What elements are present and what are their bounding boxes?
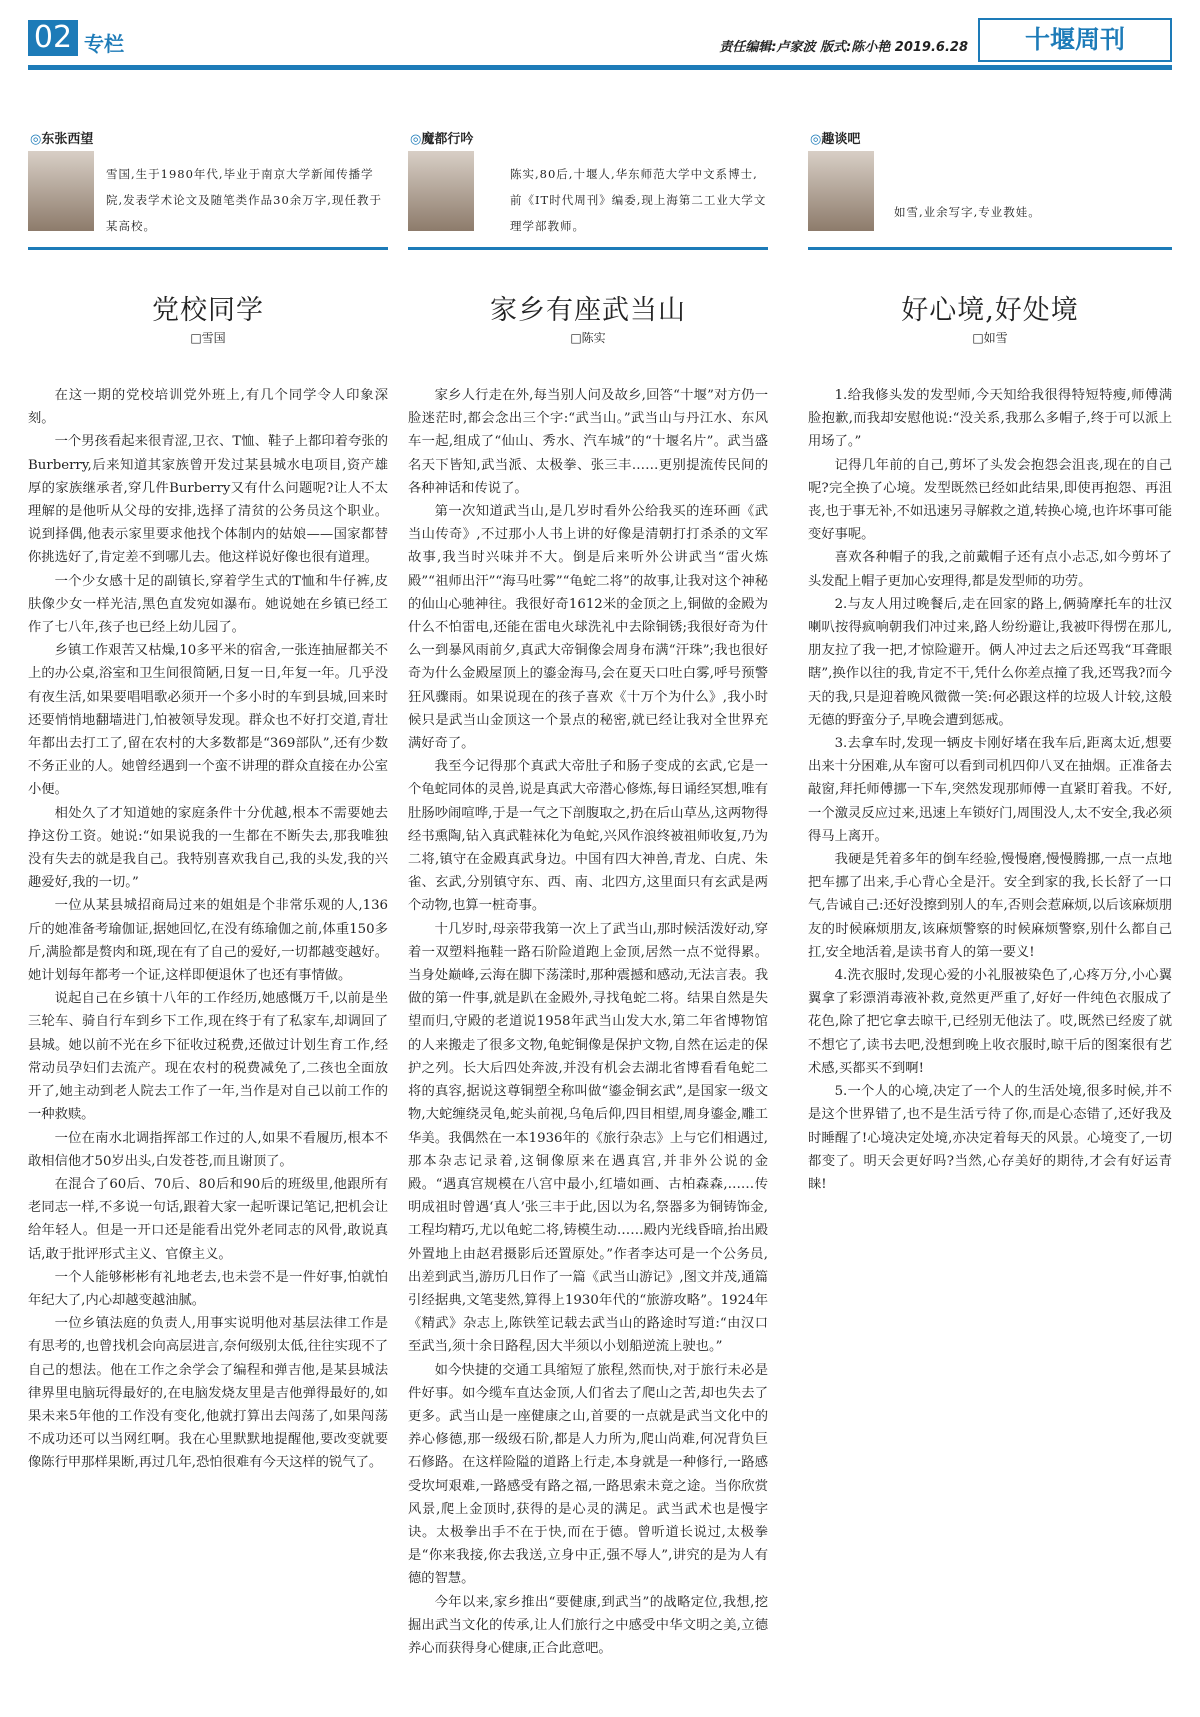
author-bio-box [408,151,768,250]
paragraph: 十几岁时,母亲带我第一次上了武当山,那时候活泼好动,穿着一双塑料拖鞋一路石阶险道跑上金顶,居然一点不觉得累。当身处巅峰,云海在脚下荡漾时,那种震撼和感动,无法言表。我做的第一件事,就是趴在金殿外,寻找龟蛇二将。结果自然是失望而归,守殿的老道说1958年武当山发大水,第二年省博物馆的人来搬走了很多文物,龟蛇铜像是保护文物,自然在运走的保护之列。长大后四处奔波,并没有机会去湖北省博看看龟蛇二将的真容,据说这尊铜塑全称叫做“鎏金铜玄武”,是国家一级文物,大蛇缠绕灵龟,蛇头前视,乌龟后仰,四目相望,周身鎏金,雕工华美。我偶然在一本1936年的《旅行杂志》上与它们相遇过,那本杂志记录着,这铜像原来在遇真宫,并非外公说的金殿。“遇真宫规模在八宫中最小,红墙如画、古柏森森,……传明成祖时曾遇‘真人’张三丰于此,因以为名,祭器多为铜铸饰金,工程均精巧,尤以龟蛇二将,铸模生动……殿内光线昏暗,抬出殿外置地上由赵君摄影后还置原处。”作者李达可是一个公务员,出差到武当,游历几日作了一篇《武当山游记》,图文并茂,通篇引经据典,文笔斐然,算得上1930年代的“旅游攻略”。1924年《精武》杂志上,陈铁笙记载去武当山的路途时写道:“由汉口至武当,须十余日路程,因大半须以小划船逆流上驶也。” [408,921,768,1355]
editor-credit: 责任编辑:卢家波 版式:陈小艳 2019.6.28 [719,40,968,55]
paragraph: 一位乡镇法庭的负责人,用事实说明他对基层法律工作是有思考的,也曾找机会向高层进言,奈何级别太低,往往实现不了自己的想法。他在工作之余学会了编程和弹吉他,是某县城法律界里电脑玩得最好的,在电脑发烧友里是吉他弹得最好的,如果未来5年他的工作没有变化,他就打算出去闯荡了,如果闯荡不成功还可以当网红啊。我在心里默默地提醒他,要改变就要像陈行甲那样果断,再过几年,恐怕很难有今天这样的锐气了。 [28,1316,388,1471]
avatar [28,151,94,231]
column-tag: ◎ 东张西望 [28,128,388,147]
author-bio: 雪国,生于1980年代,毕业于南京大学新闻传播学院,发表学术论文及随笔类作品30余万字,现任教于某高校。 [106,167,382,233]
author-bio-box [808,151,1172,250]
paragraph: 今年以来,家乡推出“要健康,到武当”的战略定位,我想,挖掘出武当文化的传承,让人们旅行之中感受中华文明之美,立德养心而获得身心健康,正合此意吧。 [408,1594,768,1656]
paragraph: 一个少女感十足的副镇长,穿着学生式的T恤和牛仔裤,皮肤像少女一样光洁,黑色直发宛如瀑布。她说她在乡镇已经工作了七八年,孩子也已经上幼儿园了。 [28,573,388,636]
paragraph: 如今快捷的交通工具缩短了旅程,然而快,对于旅行未必是件好事。如今缆车直达金顶,人们省去了爬山之苦,却也失去了更多。武当山是一座健康之山,首要的一点就是武当文化中的养心修德,那一级级石阶,都是人力所为,爬山尚难,何况背负巨石修路。在这样险隘的道路上行走,本身就是一种修行,一路感受坎坷艰难,一路感受有路之福,一路思索未竟之途。当你欣赏风景,爬上金顶时,获得的是心灵的满足。武当武术也是慢字诀。太极拳出手不在于快,而在于德。曾听道长说过,太极拳是“你来我接,你去我送,立身中正,强不辱人”,讲究的是为人有德的智慧。 [408,1362,768,1587]
article-author: □ 如雪 [808,329,1172,346]
paragraph: 一个人能够彬彬有礼地老去,也未尝不是一件好事,怕就怕年纪大了,内心却越变越油腻。 [28,1269,388,1308]
avatar [808,151,874,231]
paragraph: 乡镇工作艰苦又枯燥,10多平米的宿舍,一张连抽屉都关不上的办公桌,浴室和卫生间很简陋,日复一日,年复一年。几乎没有夜生活,如果要唱唱歌必须开一个多小时的车到县城,回来时还要悄悄地翻墙进门,怕被领导发现。群众也不好打交道,青壮年都出去打工了,留在农村的大多数都是“369部队”,还有少数不务正业的人。她曾经遇到一个蛮不讲理的群众直接在办公室小便。 [28,643,388,798]
section-name: 专栏 [84,32,124,56]
article-title: 好心境,好处境 [901,295,1079,326]
paragraph: 2.与友人用过晚餐后,走在回家的路上,俩骑摩托车的壮汉喇叭按得疯响朝我们冲过来,路人纷纷避让,我被吓得愣在那儿,朋友拉了我一把,才惊险避开。俩人冲过去之后还骂我“耳聋眼瞎”,换作以往的我,肯定不干,凭什么你差点撞了我,还骂我?而今天的我,只是迎着晚风微微一笑:何必跟这样的垃圾人计较,这般无德的野蛮分子,早晚会遭到惩戒。 [808,596,1172,728]
paragraph: 在这一期的党校培训党外班上,有几个同学令人印象深刻。 [28,388,388,427]
paragraph: 我至今记得那个真武大帝肚子和肠子变成的玄武,它是一个龟蛇同体的灵兽,说是真武大帝潜心修炼,每日诵经冥想,唯有肚肠吵闹喧哗,于是一气之下剖腹取之,扔在后山草丛,这两物得经书熏陶,钻入真武鞋袜化为龟蛇,兴风作浪终被祖师收复,乃为二将,镇守在金殿真武身边。中国有四大神兽,青龙、白虎、朱雀、玄武,分别镇守东、西、南、北四方,这里面只有玄武是两个动物,也算一桩奇事。 [408,759,768,914]
paragraph: 1.给我修头发的发型师,今天知给我很得特短特瘦,师傅满脸抱歉,而我却安慰他说:“没关系,我那么多帽子,终于可以派上用场了。” [808,388,1172,450]
article-author: □ 雪国 [28,329,388,346]
article-body [808,384,1172,1196]
paragraph: 5.一个人的心境,决定了一个人的生活处境,很多时候,并不是这个世界错了,也不是生活亏待了你,而是心态错了,还好我及时睡醒了!心境决定处境,亦决定着每天的风景。心境变了,一切都变了。明天会更好吗?当然,心存美好的期待,才会有好运青睐! [808,1084,1172,1192]
author-bio: 如雪,业余写字,专业教娃。 [894,205,1041,219]
paragraph: 说起自己在乡镇十八年的工作经历,她感慨万千,以前是坐三轮车、骑自行车到乡下工作,现在终于有了私家车,却调回了县城。她以前不光在乡下征收过税费,还做过计划生育工作,经常动员孕妇们去流产。现在农村的税费减免了,二孩也全面放开了,她主动到老人院去工作了一年,当作是对自己以前工作的一种救赎。 [28,991,388,1123]
paragraph: 一个男孩看起来很青涩,卫衣、T恤、鞋子上都印着夸张的Burberry,后来知道其家族曾开发过某县城水电项目,资产雄厚的家族继承者,穿几件Burberry又有什么问题呢?让人不太理解的是他听从父母的安排,选择了清贫的公务员这个职业。说到择偶,他表示家里要求他找个体制内的姑娘——国家都替你挑选好了,肯定差不到哪儿去。他这样说好像也很有道理。 [28,434,388,566]
paragraph: 3.去拿车时,发现一辆皮卡刚好堵在我车后,距离太近,想要出来十分困难,从车窗可以看到司机四仰八叉在抽烟。正准备去敲窗,拜托师傅挪一下车,突然发现那师傅一直紧盯着我。不好,一个激灵反应过来,迅速上车锁好门,周围没人,太不安全,我必须得马上离开。 [808,736,1172,844]
column-2 [408,128,768,1660]
paragraph: 记得几年前的自己,剪坏了头发会抱怨会沮丧,现在的自己呢?完全换了心境。发型既然已经如此结果,即使再抱怨、再沮丧,也于事无补,不如迅速另寻解救之道,转换心境,也许坏事可能变好事呢。 [808,457,1172,543]
paragraph: 4.洗衣服时,发现心爱的小礼服被染色了,心疼万分,小心翼翼拿了彩漂消毒液补救,竟然更严重了,好好一件纯色衣服成了花色,除了把它拿去晾干,已经别无他法了。哎,既然已经废了就不想它了,读书去吧,没想到晚上收衣服时,晾干后的图案很有艺术感,买都买不到啊! [808,968,1172,1076]
paragraph: 一位从某县城招商局过来的姐姐是个非常乐观的人,136斤的她准备考瑜伽证,据她回忆,在没有练瑜伽之前,体重150多斤,满脸都是赘肉和斑,现在有了自己的爱好,一切都越变越好。她计划每年都考一个证,这样即便退休了也还有事情做。 [28,898,388,984]
header-rule [28,65,1172,70]
paragraph: 家乡人行走在外,每当别人问及故乡,回答“十堰”对方仍一脸迷茫时,都会念出三个字:“武当山。”武当山与丹江水、东风车一起,组成了“仙山、秀水、汽车城”的“十堰名片”。武当盛名天下皆知,武当派、太极拳、张三丰……更别提流传民间的各种神话和传说了。 [408,388,768,496]
column-3 [808,128,1172,1196]
paragraph: 一位在南水北调指挥部工作过的人,如果不看履历,根本不敢相信他才50岁出头,白发苍苍,而且谢顶了。 [28,1130,388,1169]
article-title: 党校同学 [152,295,264,326]
column-tag: ◎ 魔都行吟 [408,128,768,147]
article-body [28,384,388,1475]
author-bio-box [28,151,388,250]
paragraph: 在混合了60后、70后、80后和90后的班级里,他跟所有老同志一样,不多说一句话,跟着大家一起听课记笔记,把机会让给年轻人。但是一开口还是能看出党外老同志的风骨,敢说真话,敢于批评形式主义、官僚主义。 [28,1176,388,1262]
paragraph: 我硬是凭着多年的倒车经验,慢慢磨,慢慢腾挪,一点一点地把车挪了出来,手心背心全是汗。安全到家的我,长长舒了一口气,告诫自己:还好没擦到别人的车,否则会惹麻烦,以后该麻烦朋友的时候麻烦朋友,该麻烦警察的时候麻烦警察,别什么都自己扛,安全地活着,是读书育人的第一要义! [808,852,1172,960]
article-author: □ 陈实 [408,329,768,346]
masthead: 十堰周刊 [978,18,1172,62]
paragraph: 第一次知道武当山,是几岁时看外公给我买的连环画《武当山传奇》,不过那小人书上讲的好像是清朝打打杀杀的文军故事,我当时兴味并不大。倒是后来听外公讲武当“雷火炼殿”“祖师出汗”“海马吐雾”“龟蛇二将”的故事,让我对这个神秘的仙山心驰神往。我很好奇1612米的金顶之上,铜做的金殿为什么不怕雷电,还能在雷电火球洗礼中去除铜锈;我很好奇为什么一到暴风雨前夕,真武大帝铜像会周身布满“汗珠”;我也很好奇为什么金殿屋顶上的鎏金海马,会在夏天口吐白雾,呼号预警狂风骤雨。如果说现在的孩子喜欢《十万个为什么》,我小时候只是武当山金顶这一个景点的秘密,就已经让我对全世界充满好奇了。 [408,504,768,752]
article-title: 家乡有座武当山 [490,295,686,326]
column-1 [28,128,388,1475]
paragraph: 相处久了才知道她的家庭条件十分优越,根本不需要她去挣这份工资。她说:“如果说我的一生都在不断失去,那我唯独没有失去的就是我自己。我特别喜欢我自己,我的头发,我的兴趣爱好,我的一切。” [28,805,388,891]
page-header [0,0,1200,80]
author-bio: 陈实,80后,十堰人,华东师范大学中文系博士,前《IT时代周刊》编委,现上海第二工业大学文理学部教师。 [510,167,767,233]
page-number: 02 [28,20,78,56]
paragraph: 喜欢各种帽子的我,之前戴帽子还有点小忐忑,如今剪坏了头发配上帽子更加心安理得,都是发型师的功劳。 [808,550,1172,589]
column-tag: ◎ 趣谈吧 [808,128,1172,147]
avatar [408,151,474,231]
article-body [408,384,768,1660]
